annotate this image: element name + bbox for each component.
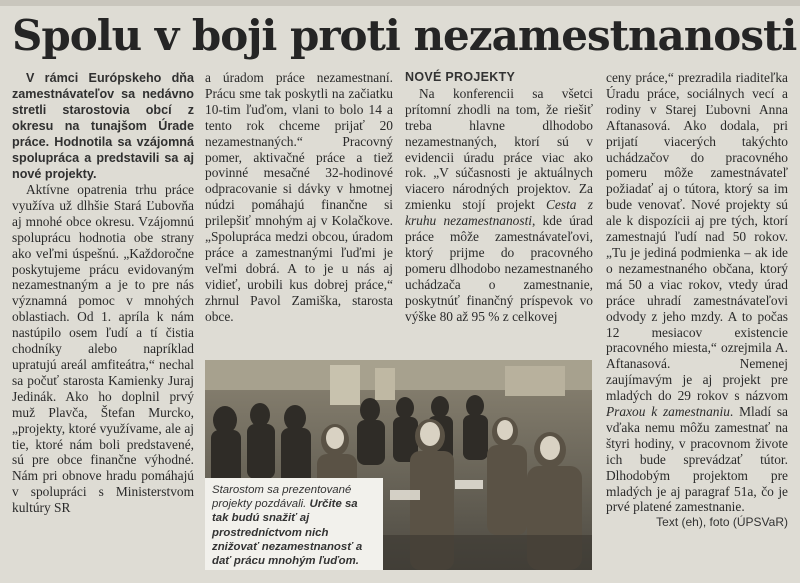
project-name-1: Cesta z kruhu nezamestnanosti bbox=[405, 197, 593, 229]
column-1 bbox=[12, 70, 194, 516]
caption-text-a: Starostom sa prezentované projekty pozdávali. bbox=[212, 484, 352, 511]
photo-caption bbox=[205, 478, 383, 570]
column-4-text-b: . Mladí sa vďaka nemu môžu zamestnať na štyri hodiny, v pracovnom živote ich bude sprevádzať tútor. Dlhodobým projektom pre mladých je aj paragraf 51a, čo je prvé platené zamestnanie. bbox=[606, 404, 789, 515]
column-2-paragraph: a úradom práce nezamestnaní. Prácu sme tak poskytli na začiatku 10-tim ľuďom, vlani to bolo 14 a tento rok chceme prijať 20 nezamestnaných.“ Pracovný pomer, aktivačné práce a tiež povinné mesačné 32-hodinové odpracovanie si dávky v hmotnej núdzi pomáhajú finančne si prilepšiť mnohým aj v Kolačkove. „Spolupráca medzi obcou, úradom práce a zamestnanými ľuďmi je veľmi dobrá. A to je u nás aj vidieť, urobili kus dobrej práce,“ zhrnul Pavol Zamiška, starosta obce. bbox=[205, 70, 393, 324]
article-headline: Spolu v boji proti nezamestnanosti bbox=[12, 11, 797, 60]
conference-photo bbox=[205, 360, 592, 570]
column-4-text-a: ceny práce,“ prezradila riaditeľka Úradu práce, sociálnych vecí a rodiny v Starej Ľubovni Anna Aftanasová. Ako dodala, pri prijatí viacerých takýchto uchádzačov do pracovného pomeru môže zamestnávateľ požiadať aj o tútora, ktorý sa im bude venovať. Nové projekty sú ale k dispozícii aj pre tých, ktorí zamestnajú ľudí nad 50 rokov. „Tu je jediná podmienka – ak ide o nezamestnaného občana, ktorý má 50 a viac rokov, vtedy úrad práce uhradí zamestnávateľovi odvody z jeho mzdy. A to počas 12 mesiacov existencie pracovného miesta,“ ozrejmila A. Aftanasová. Nemenej zaujímavým je aj projekt pre mladých do 29 rokov s názvom bbox=[606, 70, 788, 404]
column-3 bbox=[405, 70, 593, 325]
author-credit: Text (eh), foto (ÚPSVaR) bbox=[656, 515, 788, 530]
column-3-paragraph bbox=[405, 86, 593, 325]
column-3-text-b: , kde úrad práce môže zamestnávateľovi, ktorý prijme do pracovného pomeru dlhodobo nezamestnaného uchádzača o zamestnanie, poskytnúť finančný príspevok vo výške 80 až 95 % z celkovej bbox=[405, 213, 593, 324]
column-4 bbox=[606, 70, 788, 531]
column-2 bbox=[205, 70, 393, 325]
column-4-paragraph bbox=[606, 70, 788, 515]
column-3-text-a: Na konferencii sa všetci prítomní zhodli na tom, že riešiť treba hlavne dlhodobo nezamestnaných, ktorí sú v evidencii úradu práce viac ako rok. „V súčasnosti je aktuálnych viacero národných projektov. Za zmienku stojí projekt bbox=[405, 85, 593, 213]
article-lead: V rámci Európskeho dňa zamestnávateľov sa nedávno stretli starostovia obcí z okresu na tunajšom Úrade práce. Hodnotila sa vzájomná spolupráca a predstavili sa aj nové projekty. bbox=[12, 71, 194, 181]
column-1-paragraph: Aktívne opatrenia trhu práce využíva už dlhšie Stará Ľubovňa aj mnohé obce okresu. Vzájomnú spoluprácu hodnotia obe strany ako veľmi úspešnú. „Každoročne poskytujeme prácu evidovaným nezamestnaným a je to pre nás významná pomoc v mnohých oblastiach. Od 1. apríla k nám nastúpilo osem ľudí a tí čistia chodníky alebo napríklad upratujú areál amfiteátra,“ nechal sa počuť starosta Kamienky Juraj Jedinák. Ako ho doplnil prvý muž Plavča, Štefan Murcko, „projekty, ktoré využívame, ale aj tie, ktoré nám boli predstavené, sú pre obce finančne výhodné. Nám pri obnove hradu pomáhajú v spolupráci s Ministerstvom kultúry SR bbox=[12, 182, 194, 516]
section-subhead: NOVÉ PROJEKTY bbox=[405, 70, 516, 84]
project-name-2: Praxou k zamestnaniu bbox=[606, 404, 730, 420]
caption-text-b: Určite sa tak budú snažiť aj prostredníctvom nich znižovať nezamestnanosť a dať prácu mnohým ľuďom. bbox=[212, 498, 363, 568]
